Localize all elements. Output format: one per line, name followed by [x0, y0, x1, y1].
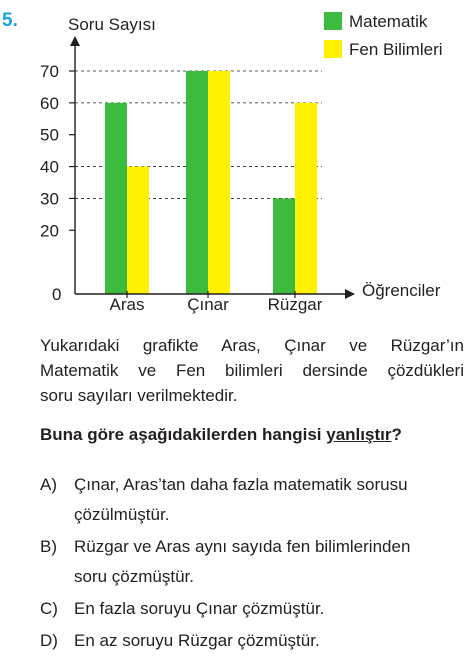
y-axis-title: Soru Sayısı	[68, 15, 156, 34]
y-tick-label: 60	[40, 93, 59, 113]
legend-label: Matematik	[349, 12, 428, 31]
option-text: Rüzgar ve Aras aynı sayıda fen bilimlerinden	[74, 537, 411, 556]
y-tick-label: 70	[40, 62, 59, 81]
x-axis-title: Öğrenciler	[362, 281, 441, 300]
y-tick-label: 0	[52, 285, 62, 304]
prompt-text: Buna göre aşağıdakilerden hangisi	[40, 425, 327, 444]
category-label: Aras	[109, 295, 145, 314]
category-label: Çınar	[187, 295, 229, 314]
stem-line: Yukarıdaki grafikte Aras, Çınar ve Rüzgar’ın	[40, 336, 464, 355]
bar-fen-bilimleri-çınar	[208, 71, 230, 294]
question-stem	[40, 333, 464, 408]
y-tick-label: 30	[40, 189, 59, 209]
x-axis-arrow-icon	[345, 289, 355, 299]
prompt-underlined-word: yanlıştır	[326, 425, 392, 444]
option-d[interactable]	[40, 626, 468, 656]
stem-line: Matematik ve Fen bilimleri dersinde çözdükleri	[40, 361, 464, 380]
question-number: 5.	[2, 10, 18, 31]
option-label: C)	[40, 599, 58, 618]
bar-fen-bilimleri-rüzgar	[295, 103, 317, 294]
option-label: D)	[40, 631, 58, 650]
option-a[interactable]	[40, 470, 468, 530]
option-label: A)	[40, 475, 57, 494]
question-prompt	[40, 425, 470, 445]
option-b[interactable]	[40, 532, 468, 592]
y-tick-label: 20	[40, 221, 59, 241]
option-text: Çınar, Aras’tan daha fazla matematik sorusu	[74, 475, 408, 494]
option-text: çözülmüştür.	[74, 505, 170, 524]
option-text: En fazla soruyu Çınar çözmüştür.	[74, 599, 325, 618]
bar-fen-bilimleri-aras	[127, 167, 149, 294]
prompt-question-mark: ?	[391, 425, 402, 444]
y-tick-label: 50	[40, 125, 59, 145]
legend-swatch	[324, 40, 342, 58]
y-tick-label: 40	[40, 157, 59, 177]
legend-swatch	[324, 12, 342, 30]
stem-line: soru sayıları verilmektedir.	[40, 386, 238, 405]
bar-matematik-aras	[105, 103, 127, 294]
bar-chart	[0, 0, 472, 320]
legend-label: Fen Bilimleri	[349, 40, 443, 59]
option-text: En az soruyu Rüzgar çözmüştür.	[74, 631, 320, 650]
option-c[interactable]	[40, 594, 468, 624]
bar-matematik-çınar	[186, 71, 208, 294]
bar-matematik-rüzgar	[273, 198, 295, 294]
option-text: soru çözmüştür.	[74, 567, 194, 586]
y-axis-arrow-icon	[70, 36, 80, 46]
category-label: Rüzgar	[267, 295, 323, 314]
option-label: B)	[40, 537, 57, 556]
